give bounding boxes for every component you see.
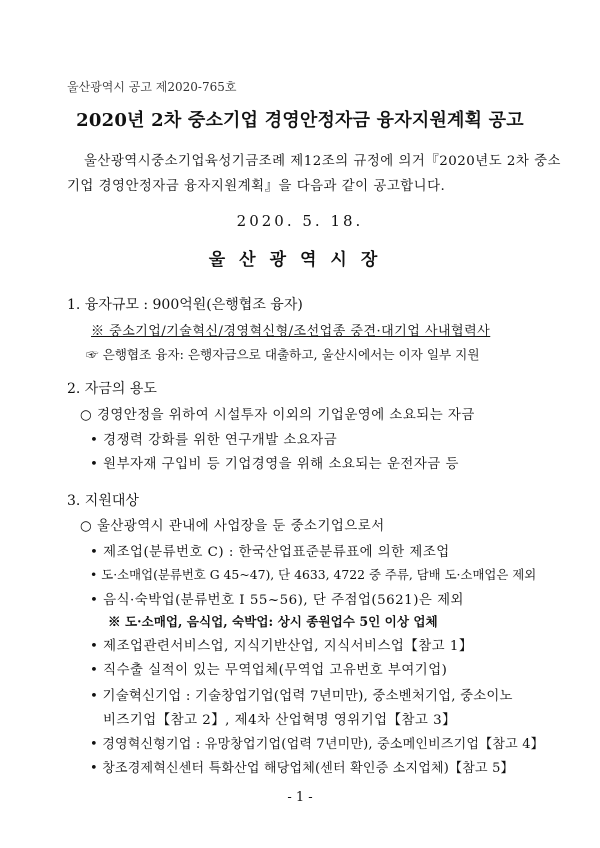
document-title: 2020년 2차 중소기업 경영안정자금 융자지원계획 공고 [76,110,524,131]
section-3-eligibility: ○ 울산광역시 관내에 사업장을 둔 중소기업으로서 [80,519,385,534]
section-2-bullet-1: • 경쟁력 강화를 위한 연구개발 소요자금 [90,433,338,448]
section-3-heading: 3. 지원대상 [67,493,139,509]
section-3-bullet-exporters: • 직수출 실적이 있는 무역업체(무역업 고유번호 부여기업) [90,663,448,678]
intro-line-1: 울산광역시중소기업육성기금조례 제12조의 규정에 의거『2020년도 2차 중소 [84,154,561,169]
section-3-bullet-tech-innovation: • 기술혁신기업 : 기술창업기업(업력 7년미만), 중소벤처기업, 중소이노 [90,689,513,704]
section-3-bullet-services: • 제조업관련서비스업, 지식기반산업, 지식서비스업【참고 1】 [90,639,473,654]
section-3-bullet-retail: • 도·소매업(분류번호 G 45~47), 단 4633, 4722 중 주류, 담배 도·소매업은 제외 [90,567,537,582]
section-3-bullet-manufacturing: • 제조업(분류번호 C) : 한국산업표준분류표에 의한 제조업 [90,545,450,560]
section-3-bullet-tech-innovation-cont: 비즈기업【참고 2】, 제4차 산업혁명 영위기업【참고 3】 [103,713,456,728]
section-2-purpose: ○ 경영안정을 위하여 시설투자 이외의 기업운영에 소요되는 자금 [80,408,475,423]
announcement-date: 2020. 5. 18. [236,212,364,230]
section-1-note: ※ 중소기업/기술혁신/경영혁신형/조선업종 중견·대기업 사내협력사 [91,324,491,339]
section-3-bullet-management-innovation: • 경영혁신형기업 : 유망창업기업(업력 7년미만), 중소메인비즈기업【참고 4】 [90,737,544,752]
section-2-bullet-2: • 원부자재 구입비 등 기업경영을 위해 소요되는 운전자금 등 [90,457,459,472]
section-3-bullet-food-lodging: • 음식·숙박업(분류번호 I 55~56), 단 주점업(5621)은 제외 [90,593,464,608]
notice-number: 울산광역시 공고 제2020-765호 [67,80,237,94]
section-3-bullet-creative-economy: • 창조경제혁신센터 특화산업 해당업체(센터 확인증 소지업체)【참고 5】 [90,761,514,776]
section-1-heading: 1. 융자규모 : 900억원(은행협조 융자) [67,297,303,313]
section-3-employee-note: ※ 도·소매업, 음식업, 숙박업: 상시 종원업수 5인 이상 업체 [108,614,438,629]
issuer-name: 울산광역시장 [208,250,392,270]
intro-line-2: 기업 경영안정자금 융자지원계획』을 다음과 같이 공고합니다. [67,179,446,194]
page-number: - 1 - [287,790,313,805]
section-1-hand-note: ☞ 은행협조 융자: 은행자금으로 대출하고, 울산시에서는 이자 일부 지원 [86,347,480,362]
section-2-heading: 2. 자금의 용도 [67,381,157,397]
